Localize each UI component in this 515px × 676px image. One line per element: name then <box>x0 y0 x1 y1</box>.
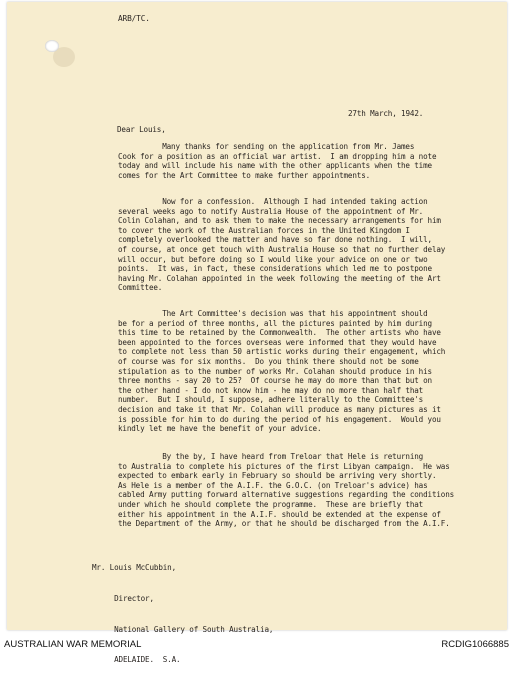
reference-code: ARB/TC. <box>118 14 150 23</box>
address-line: ADELAIDE. S.A. <box>92 655 181 665</box>
footer-id: RCDIG1066885 <box>441 639 509 650</box>
paragraph-application: Many thanks for sending on the application from Mr. James Cook for a position as an official war artist. I am dropping him a note today and will include his name with the other applicants when the time comes for the Art Committee to make further appointments. <box>118 142 437 180</box>
punch-hole <box>45 40 59 52</box>
address-line: National Gallery of South Australia, <box>92 624 274 634</box>
letter-date: 27th March, 1942. <box>348 109 424 118</box>
salutation: Dear Louis, <box>117 125 166 134</box>
paragraph-hele: By the by, I have heard from Treloar that Hele is returning to Australia to complete his pictures of the first Libyan campaign. He was expected to embark early in February so should be arriving very shortly. As Hele is a member of the A.I.F. the G.O.C. (on Treloar's advice) has cabled Army putting forward alternative suggestions regarding the conditions under which he should complete the programme. These are briefly that either his appointment in the A.I.F. should be extended at the expense of the Department of the Army, or that he should be discharged from the A.I.F. <box>118 452 455 529</box>
address-line: Director, <box>92 594 154 604</box>
footer-source: AUSTRALIAN WAR MEMORIAL <box>4 639 142 650</box>
address-line: Mr. Louis McCubbin, <box>92 563 177 573</box>
paragraph-committee-decision: The Art Committee's decision was that his appointment should be for a period of three months, all the pictures painted by him during this time to be retained by the Commonwealth. The other artists who have been appointed to the forces overseas were informed that they would have to complete not less than 50 artistic works during their engagement, which of course was for six months. Do you think there should not be some stipulation as to the number of works Mr. Colahan should produce in his three months - say 20 to 25? Of course he may do more than that but on the other hand - I do not know him - he may do no more than half that number. But I should, I suppose, adhere literally to the Committee's decision and take it that Mr. Colahan will produce as many pictures as it is possible for him to do during the period of his engagement. Would you kindly let me have the benefit of your advice. <box>118 309 446 434</box>
recipient-address <box>92 543 273 676</box>
paragraph-confession: Now for a confession. Although I had intended taking action several weeks ago to notify Australia House of the appointment of Mr. Colin Colahan, and to ask them to make the necessary arrangements for him to cover the work of the Australian forces in the United Kingdom I completely overlooked the matter and have so far done nothing. I will, of course, at once get touch with Australia House so that no further delay will occur, but before doing so I would like your advice on one or two points. It was, in fact, these considerations which led me to postpone having Mr. Colahan appointed in the week following the meeting of the Art Committee. <box>118 197 446 293</box>
